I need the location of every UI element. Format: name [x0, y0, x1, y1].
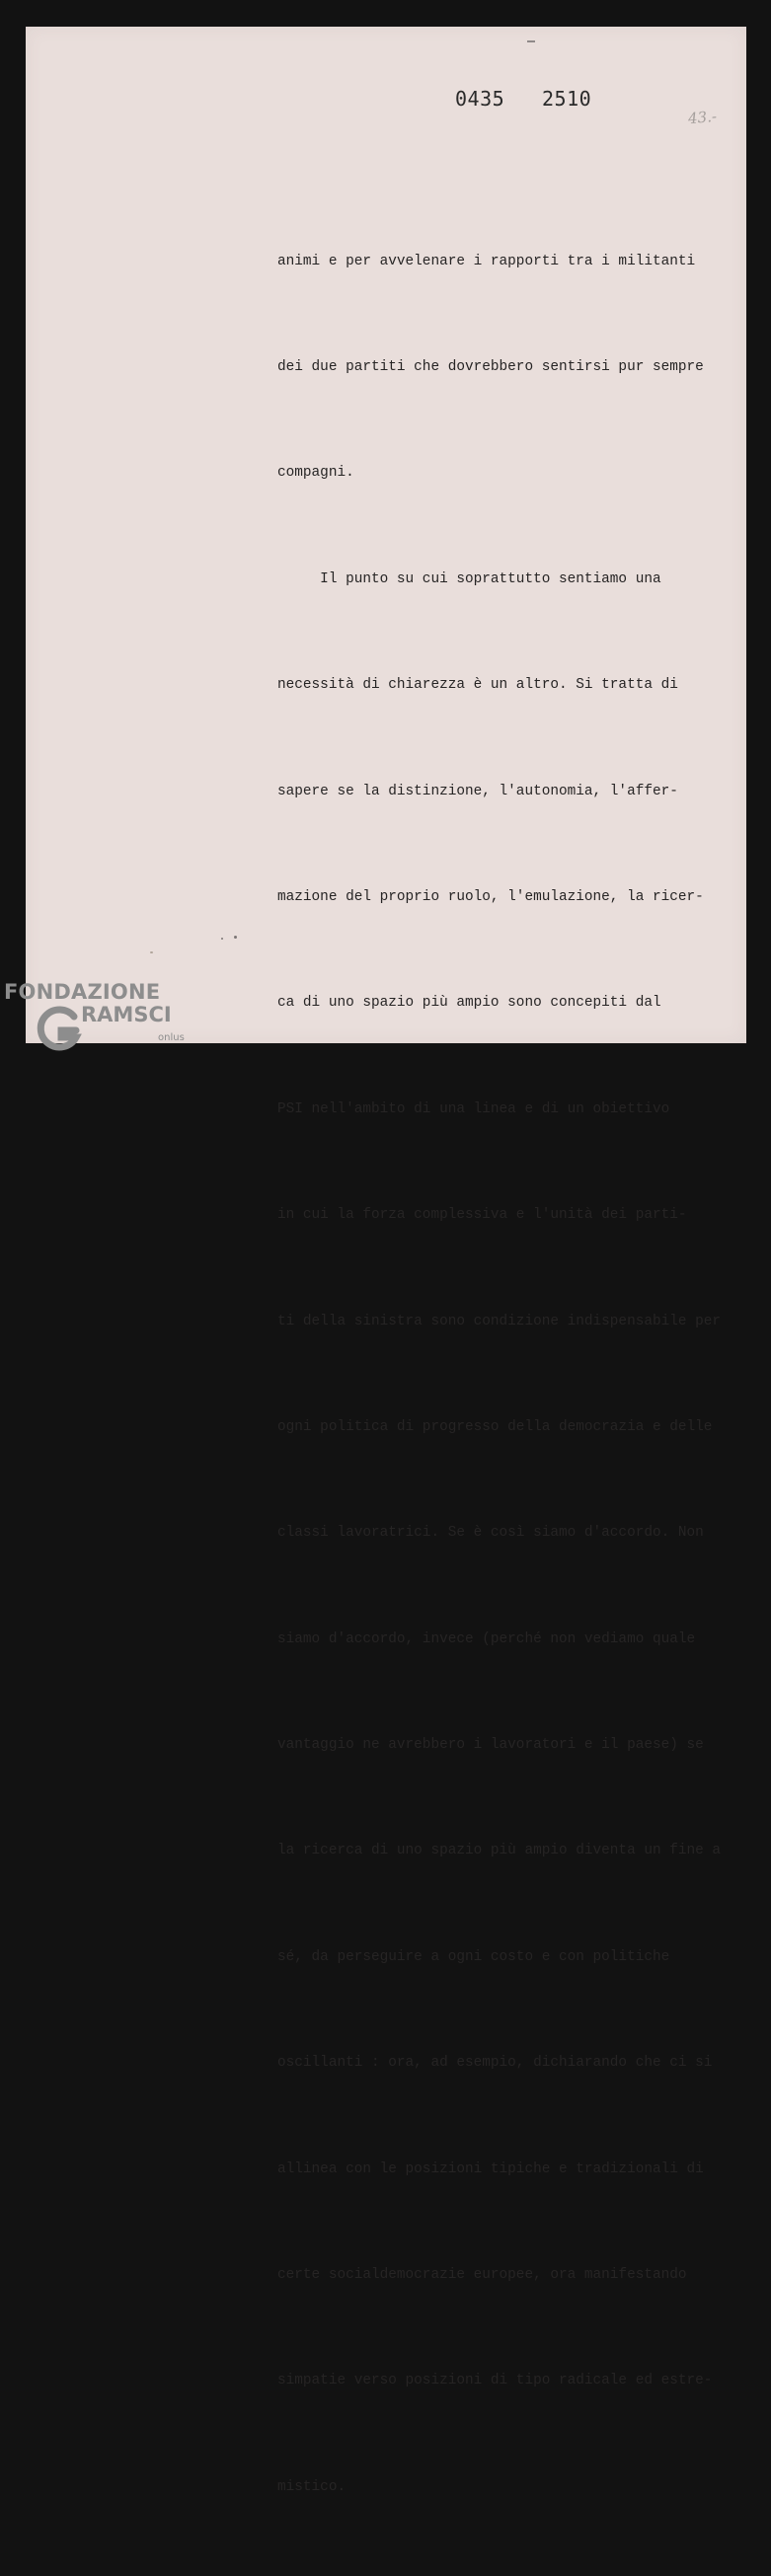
body-line-16: la ricerca di uno spazio più ampio diventa un fine a	[277, 1843, 722, 1859]
paper-speck	[221, 938, 223, 940]
paper-speck	[150, 951, 153, 953]
archive-number-right: 2510	[542, 87, 592, 111]
body-line-5: necessità di chiarezza è un altro. Si tratta di	[277, 677, 678, 694]
watermark-line-2: RAMSCI	[81, 1003, 172, 1026]
body-line-13: classi lavoratrici. Se è così siamo d'accordo. Non	[277, 1525, 704, 1542]
watermark-suffix: onlus	[158, 1032, 185, 1043]
body-line-7: mazione del proprio ruolo, l'emulazione, la ricer-	[277, 888, 704, 905]
body-line-6: sapere se la distinzione, l'autonomia, l'affer-	[277, 783, 678, 799]
body-line-21: simpatie verso posizioni di tipo radicale ed estre-	[277, 2373, 713, 2389]
body-line-22: mistico.	[277, 2478, 347, 2495]
body-line-14: siamo d'accordo, invece (perché non vediamo quale	[277, 1630, 696, 1647]
top-tick-mark	[527, 40, 535, 42]
archive-number-left: 0435	[455, 87, 505, 111]
body-line-8: ca di uno spazio più ampio sono concepiti dal	[277, 995, 661, 1012]
typed-body-text	[277, 174, 751, 2576]
body-line-17: sé, da perseguire a ogni costo e con politiche	[277, 1948, 670, 1965]
body-line-18: oscillanti : ora, ad esempio, dichiarando che ci si	[277, 2055, 713, 2072]
body-line-15: vantaggio ne avrebbero i lavoratori e il paese) se	[277, 1737, 704, 1754]
body-line-20: certe socialdemocrazie europee, ora manifestando	[277, 2267, 687, 2284]
handwritten-page-number: 43.-	[687, 107, 718, 128]
body-line-10: in cui la forza complessiva e l'unità dei parti-	[277, 1207, 687, 1224]
body-line-4: Il punto su cui soprattutto sentiamo una	[277, 570, 661, 587]
fondazione-gramsci-watermark	[4, 980, 201, 1063]
body-line-12: ogni politica di progresso della democrazia e delle	[277, 1418, 713, 1435]
body-line-19: allinea con le posizioni tipiche e tradizionali di	[277, 2160, 704, 2177]
body-line-1: animi e per avvelenare i rapporti tra i militanti	[277, 253, 696, 269]
body-line-9: PSI nell'ambito di una linea e di un obiettivo	[277, 1100, 670, 1117]
body-line-3: compagni.	[277, 465, 354, 482]
paper-speck	[234, 936, 237, 939]
watermark-line-1: FONDAZIONE	[4, 980, 161, 1004]
body-line-11: ti della sinistra sono condizione indispensabile per	[277, 1313, 722, 1329]
body-line-2: dei due partiti che dovrebbero sentirsi pur sempre	[277, 358, 704, 375]
gramsci-g-icon	[34, 1005, 85, 1056]
